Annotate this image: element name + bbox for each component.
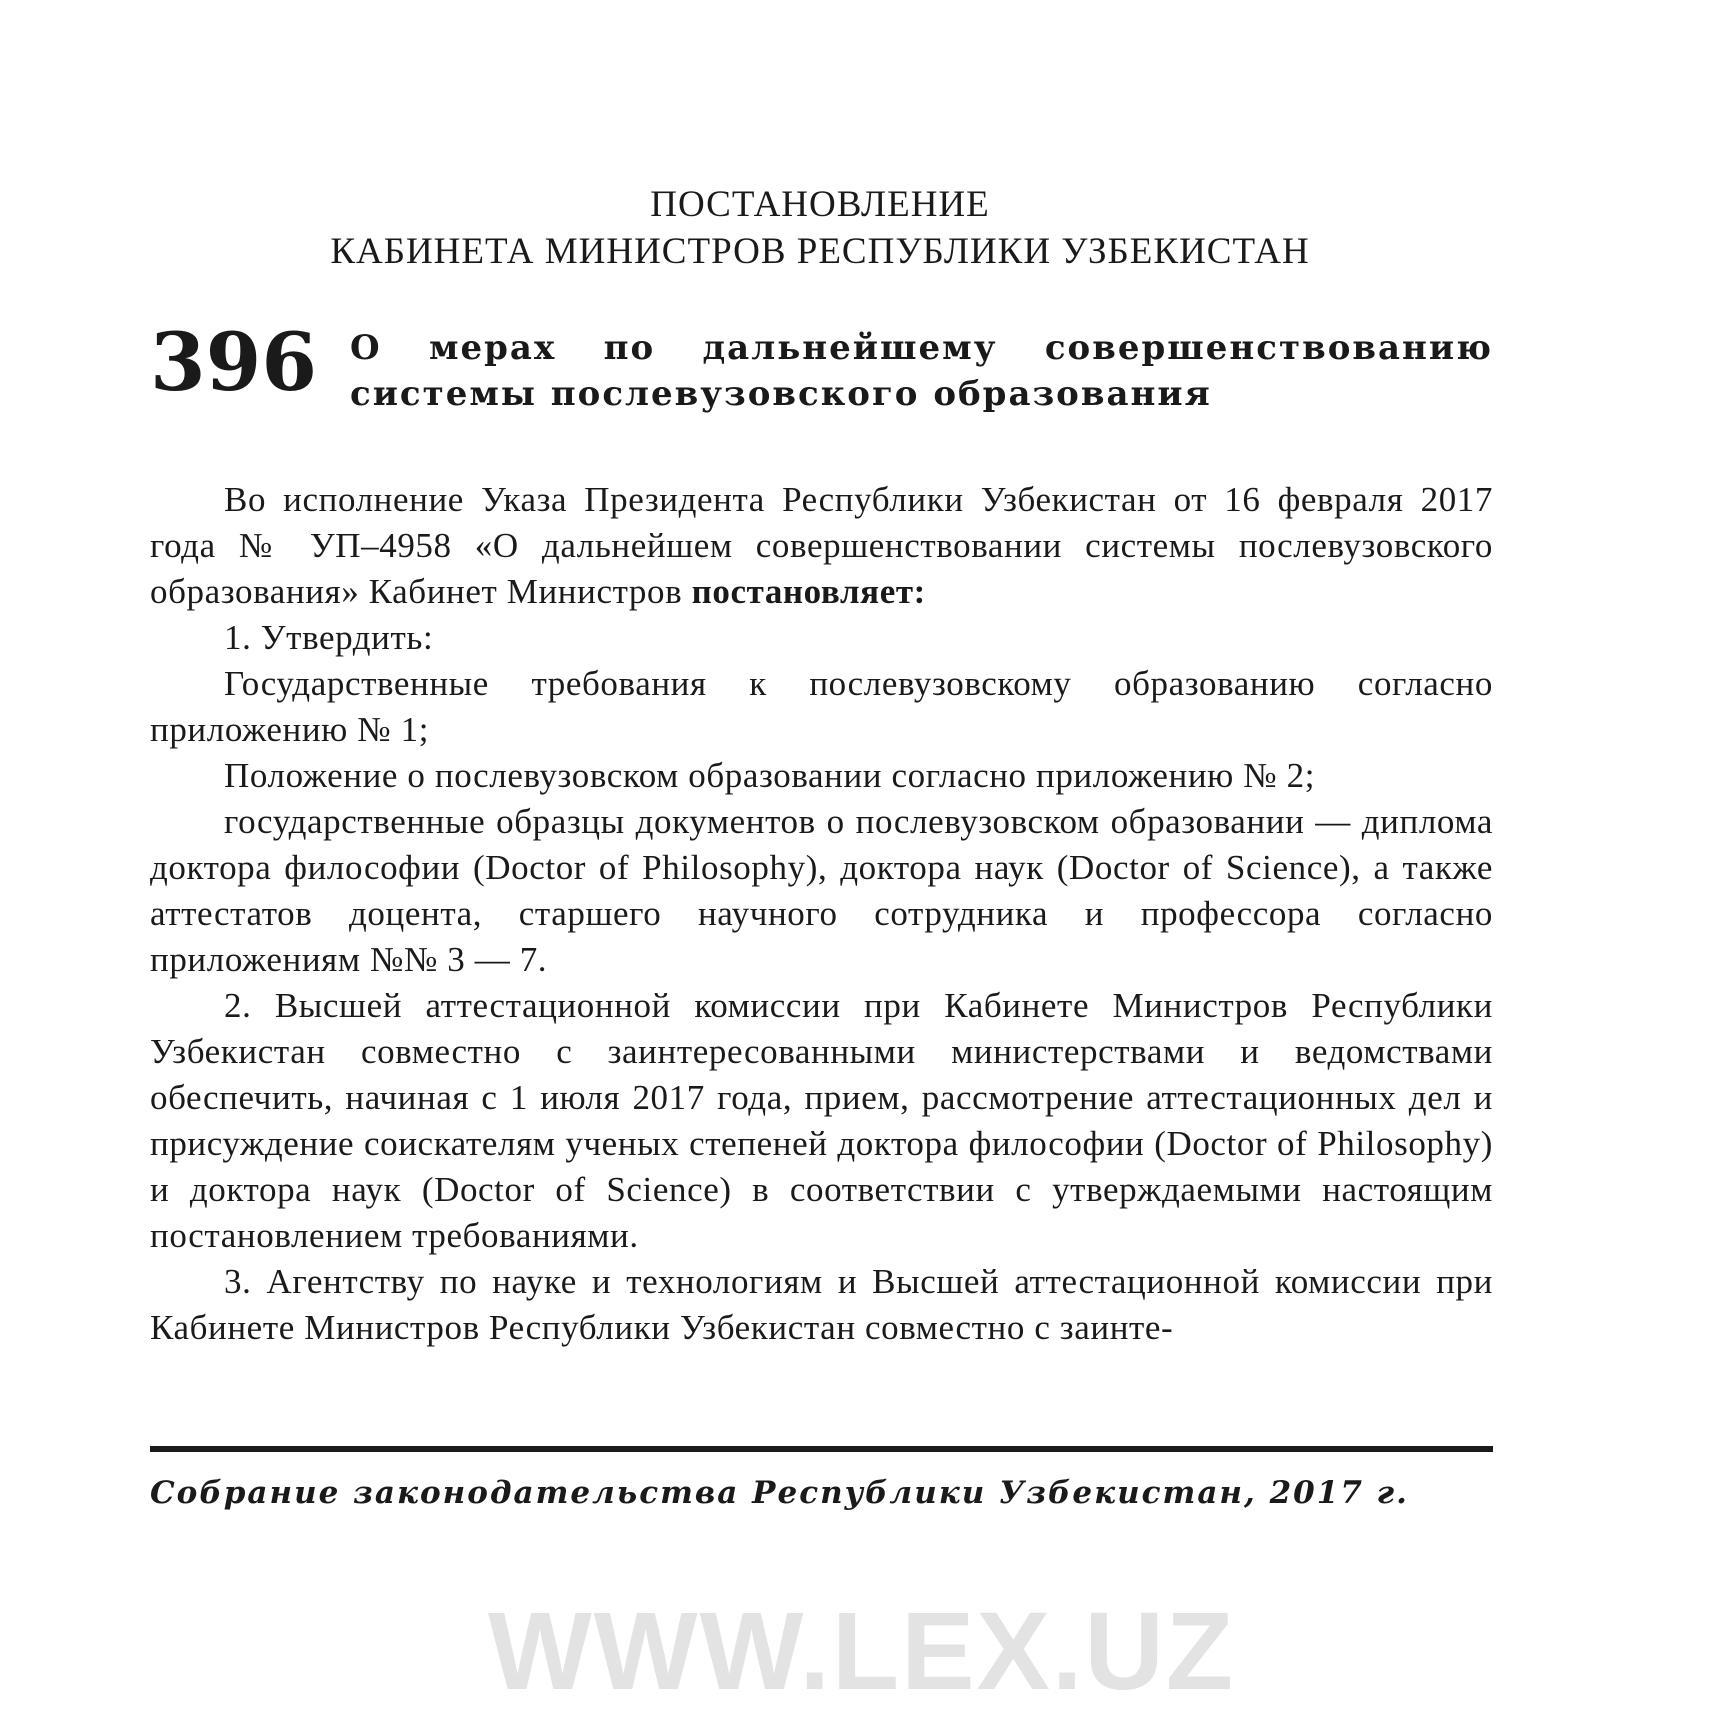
document-number: 396 [150, 315, 317, 409]
paragraph-item-2: 2. Высшей аттестационной комиссии при Кабинете Министров Республики Узбекистан совместно с заинтересованными министерствами и ведомствами обеспечить, начиная с 1 июля 2017 года, прием, рассмотрение аттестационных дел и присуждение соискателям ученых степеней доктора философии (Doctor of Philosophy) и доктора наук (Doctor of Science) в соответствии с утверждаемыми настоящим постановлением требованиями. [150, 986, 1493, 1255]
footer-source: Собрание законодательства Республики Узбекистан, 2017 г. [150, 1475, 1409, 1511]
paragraph-document-samples: государственные образцы документов о послевузовском образовании — диплома доктора философии (Doctor of Philosophy), доктора наук (Doctor of Science), а также аттестатов доцента, старшего научного сотрудника и профессора согласно приложениям №№ 3 — 7. [150, 802, 1493, 979]
footer-divider [150, 1446, 1493, 1452]
decree-type-heading: ПОСТАНОВЛЕНИЕ [650, 184, 990, 225]
watermark: WWW.LEX.UZ [487, 1590, 1236, 1713]
document-body [150, 477, 1493, 1351]
paragraph-requirements: Государственные требования к послевузовскому образованию согласно приложению № 1; [150, 664, 1493, 749]
document-title: О мерах по дальнейшему совершенствованию системы послевузовского образования [350, 328, 1493, 414]
preamble-text: Во исполнение Указа Президента Республики Узбекистан от 16 февраля 2017 года № УП–4958 «О дальнейшем совершенствовании системы послевузовского образования» Кабинет Министров [150, 480, 1493, 611]
paragraph-regulation: Положение о послевузовском образовании согласно приложению № 2; [224, 756, 1316, 795]
paragraph-preamble [150, 477, 1493, 615]
paragraph-item-1: 1. Утвердить: [224, 618, 434, 657]
paragraph-item-3: 3. Агентству по науке и технологиям и Высшей аттестационной комиссии при Кабинете Министров Республики Узбекистан совместно с заинте- [150, 1262, 1493, 1347]
issuing-body-heading: КАБИНЕТА МИНИСТРОВ РЕСПУБЛИКИ УЗБЕКИСТАН [330, 231, 1310, 272]
resolves-keyword: постановляет: [691, 572, 926, 611]
